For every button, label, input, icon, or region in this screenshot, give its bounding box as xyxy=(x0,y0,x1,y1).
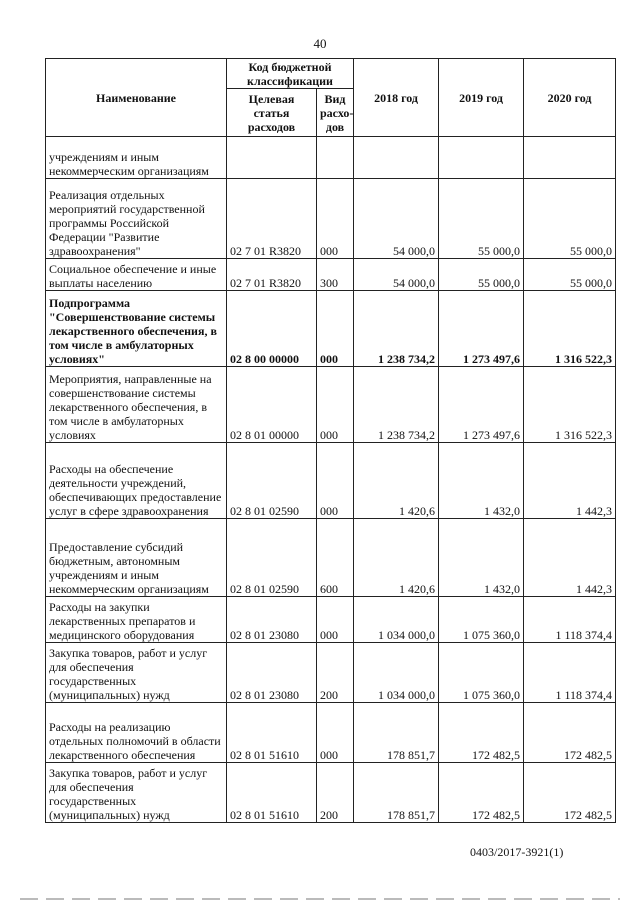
table-row xyxy=(46,367,616,443)
row-2018: 1 238 734,2 xyxy=(354,367,439,443)
row-2019: 1 432,0 xyxy=(439,519,524,597)
row-code: 02 8 01 00000 xyxy=(227,367,317,443)
row-2019: 172 482,5 xyxy=(439,703,524,763)
row-2019: 172 482,5 xyxy=(439,763,524,823)
row-2019: 55 000,0 xyxy=(439,259,524,291)
row-code: 02 8 01 23080 xyxy=(227,597,317,643)
document-code: 0403/2017-3921(1) xyxy=(470,845,564,859)
page-number: 40 xyxy=(313,36,327,51)
row-name: Закупка товаров, работ и услуг для обеспечения государственных (муниципальных) нужд xyxy=(46,763,227,823)
scan-artifact-line xyxy=(20,898,620,900)
row-code: 02 8 01 02590 xyxy=(227,443,317,519)
row-2018: 1 034 000,0 xyxy=(354,597,439,643)
table-row xyxy=(46,259,616,291)
header-budget-code: Код бюджетной классификации xyxy=(227,59,354,89)
row-name: Мероприятия, направленные на совершенствование системы лекарственного обеспечения, в том числе в амбулаторных условиях xyxy=(46,367,227,443)
row-type: 000 xyxy=(317,703,354,763)
header-2020: 2020 год xyxy=(524,59,616,137)
row-2018: 54 000,0 xyxy=(354,179,439,259)
table-row xyxy=(46,519,616,597)
table-row-subprogram xyxy=(46,291,616,367)
table-row xyxy=(46,137,616,179)
row-type: 000 xyxy=(317,179,354,259)
row-type: 000 xyxy=(317,443,354,519)
budget-table xyxy=(45,58,616,823)
row-code: 02 8 01 51610 xyxy=(227,703,317,763)
row-2019 xyxy=(439,137,524,179)
row-2020: 172 482,5 xyxy=(524,703,616,763)
row-2020: 1 442,3 xyxy=(524,519,616,597)
row-name: Расходы на закупки лекарственных препаратов и медицинского оборудования xyxy=(46,597,227,643)
header-expense-type: Вид расхо-дов xyxy=(317,89,354,137)
row-2020: 1 118 374,4 xyxy=(524,643,616,703)
row-type: 200 xyxy=(317,643,354,703)
row-code: 02 8 01 23080 xyxy=(227,643,317,703)
table-row xyxy=(46,763,616,823)
row-type xyxy=(317,137,354,179)
table-row xyxy=(46,703,616,763)
row-2018: 178 851,7 xyxy=(354,703,439,763)
row-code: 02 7 01 R3820 xyxy=(227,259,317,291)
row-code: 02 8 00 00000 xyxy=(227,291,317,367)
row-2018: 1 034 000,0 xyxy=(354,643,439,703)
row-2019: 1 075 360,0 xyxy=(439,597,524,643)
row-2020: 1 316 522,3 xyxy=(524,367,616,443)
row-2019: 1 273 497,6 xyxy=(439,367,524,443)
row-name: Расходы на обеспечение деятельности учреждений, обеспечивающих предоставление услуг в сфере здравоохранения xyxy=(46,443,227,519)
row-type: 000 xyxy=(317,597,354,643)
row-2020: 1 118 374,4 xyxy=(524,597,616,643)
row-2020: 1 316 522,3 xyxy=(524,291,616,367)
row-2019: 1 075 360,0 xyxy=(439,643,524,703)
header-2018: 2018 год xyxy=(354,59,439,137)
row-2018: 1 420,6 xyxy=(354,519,439,597)
row-name: учреждениям и иным некоммерческим организациям xyxy=(46,137,227,179)
row-name: Реализация отдельных мероприятий государственной программы Российской Федерации "Развитие здравоохранения" xyxy=(46,179,227,259)
row-2020: 55 000,0 xyxy=(524,259,616,291)
row-2019: 55 000,0 xyxy=(439,179,524,259)
row-name: Закупка товаров, работ и услуг для обеспечения государственных (муниципальных) нужд xyxy=(46,643,227,703)
row-2020 xyxy=(524,137,616,179)
row-code: 02 8 01 02590 xyxy=(227,519,317,597)
row-2018: 178 851,7 xyxy=(354,763,439,823)
row-2018: 1 420,6 xyxy=(354,443,439,519)
row-name: Предоставление субсидий бюджетным, автономным учреждениям и иным некоммерческим организациям xyxy=(46,519,227,597)
row-name: Подпрограмма "Совершенствование системы лекарственного обеспечения, в том числе в амбулаторных условиях" xyxy=(46,291,227,367)
row-2020: 55 000,0 xyxy=(524,179,616,259)
row-type: 200 xyxy=(317,763,354,823)
header-target-article: Целевая статья расходов xyxy=(227,89,317,137)
row-name: Расходы на реализацию отдельных полномочий в области лекарственного обеспечения xyxy=(46,703,227,763)
header-name: Наименование xyxy=(46,59,227,137)
row-2018: 1 238 734,2 xyxy=(354,291,439,367)
row-type: 600 xyxy=(317,519,354,597)
row-2020: 1 442,3 xyxy=(524,443,616,519)
table-row xyxy=(46,597,616,643)
row-2020: 172 482,5 xyxy=(524,763,616,823)
table-row xyxy=(46,443,616,519)
row-2018: 54 000,0 xyxy=(354,259,439,291)
table-row xyxy=(46,179,616,259)
row-code xyxy=(227,137,317,179)
row-2019: 1 432,0 xyxy=(439,443,524,519)
row-type: 300 xyxy=(317,259,354,291)
row-type: 000 xyxy=(317,291,354,367)
row-code: 02 8 01 51610 xyxy=(227,763,317,823)
row-name: Социальное обеспечение и иные выплаты населению xyxy=(46,259,227,291)
row-code: 02 7 01 R3820 xyxy=(227,179,317,259)
table-row xyxy=(46,643,616,703)
header-2019: 2019 год xyxy=(439,59,524,137)
row-2019: 1 273 497,6 xyxy=(439,291,524,367)
row-type: 000 xyxy=(317,367,354,443)
row-2018 xyxy=(354,137,439,179)
